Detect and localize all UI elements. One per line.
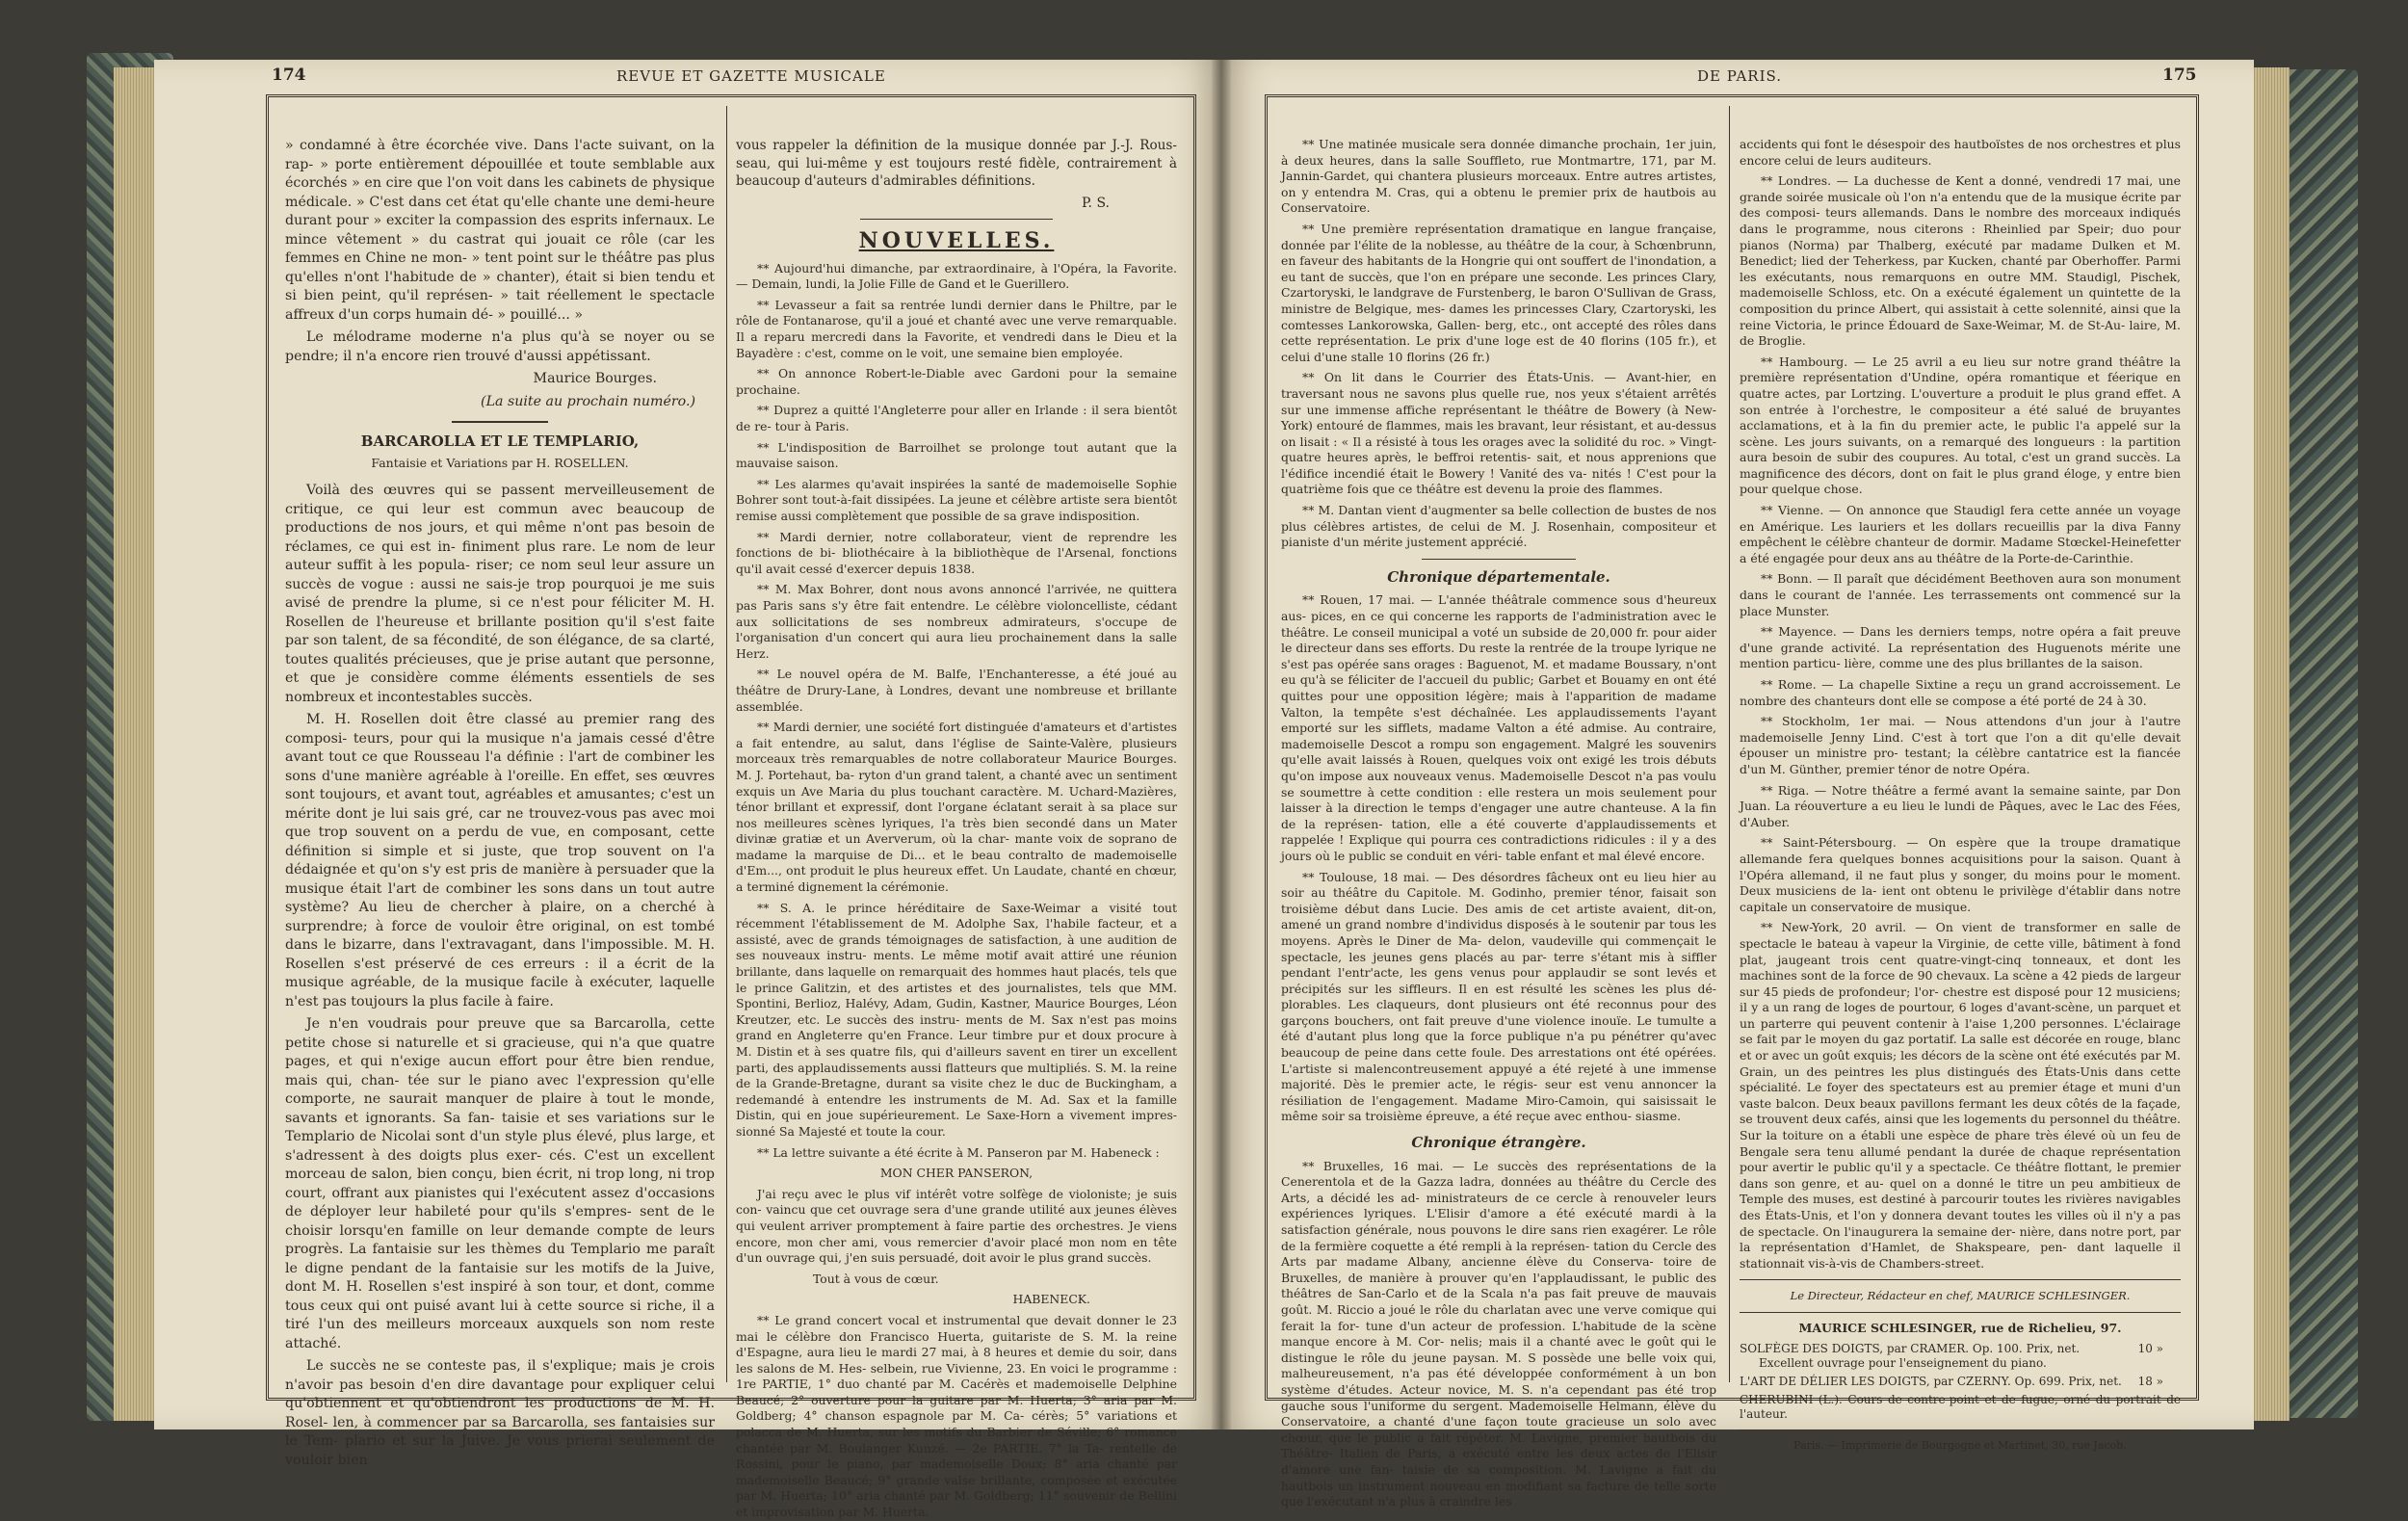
right-running-title: DE PARIS.	[1697, 67, 1783, 85]
news-item: ** On annonce Robert-le-Diable avec Gardoni pour la semaine prochaine.	[736, 366, 1177, 397]
left-column-1	[285, 137, 715, 1468]
section-rule	[1422, 559, 1576, 560]
letter-body: J'ai reçu avec le plus vif intérêt votre solfège de violoniste; je suis con- vaincu que cet ouvrage sera d'une grande utilité aux jeunes élèves qui veulent arriver promptement à faire partie des orchestres. Je viens encore, mon cher ami, vous remercier d'avoir placé mon nom en tête d'un ouvrage qui, j'en suis persuadé, doit avoir le plus grand succès.	[736, 1186, 1177, 1266]
concert-item: ** Le grand concert vocal et instrumental que devait donner le 23 mai le célèbre don Francisco Huerta, guitariste de S. M. la reine d'Espagne, aura lieu le mardi 27 mai, à 8 heures et demie du soir, dans les salons de M. Hes- selbein, rue Vivienne, 23. En voici le programme : 1re PARTIE, 1° duo chanté par M. Cacérès et mademoiselle Delphine Beaucé; 2° ouverture pour la guitare par M. Huerta; 3° aria par M. Goldberg; 4° chanson espagnole par M. Ca- cérès; 5° variations et polacca de M. Huerta, sur les motifs du Barbier de Séville; 6° romance chantée par M. Boulanger Kunzé. — 2e PARTIE. 7° la Ta- rentelle de Rossini, pour le piano, par mademoiselle Doux; 8° aria chanté par mademoiselle Beaucé; 9° grande valse brillante, composée et exécutée par M. Huerta; 10° aria chanté par M. Goldberg; 11° souvenir de Bellini et improvisation par M. Huerta.	[736, 1312, 1177, 1520]
news-item: ** Le nouvel opéra de M. Balfe, l'Enchanteresse, a été joué au théâtre de Drury-Lane, à Londres, devant une nombreuse et brillante assemblée.	[736, 667, 1177, 714]
news-item: ** Saint-Pétersbourg. — On espère que la troupe dramatique allemande fera quelques bonnes acquisitions pour la saison. Quant à l'Opéra allemand, il ne faut plus y songer, du moins pour le moment. Deux musiciens de la- ient ont obtenu le privilège d'établir dans notre capitale un conservatoire de musique.	[1740, 835, 2181, 914]
news-item: ** Bonn. — Il paraît que décidément Beethoven aura son monument dans le courant de l'année. Les terrassements ont commencé sur la place Munster.	[1740, 571, 2181, 618]
quote-paragraph: » condamné à être écorchée vive. Dans l'acte suivant, on la rap- » porte entièrement dépouillée et toute semblable aux écorchés » en cire que l'on voit dans les cabinets de physique médicale. » C'est dans cet état qu'elle chante une demi-heure durant pour » exciter la compassion des esprits infernaux. Le mince vêtement » du castrat qui jouait ce rôle (car les femmes en Chine ne mon- » tent point sur le théâtre pas plus qu'elles n'ont l'habitude de » chanter), était si bien tendu et si bien peint, qu'il représen- » tait réellement le spectacle affreux d'un corps humain dé- » pouillé... »	[285, 138, 715, 323]
directeur-line: Le Directeur, Rédacteur en chef, MAURICE SCHLESINGER.	[1790, 1289, 2131, 1303]
right-page-number: 175	[2162, 66, 2197, 85]
news-item: ** Une matinée musicale sera donnée dimanche prochain, 1er juin, à deux heures, dans la salle Souffleto, rue Montmartre, 171, par M. Jannin-Gardet, qui chantera plusieurs morceaux. Entre autres artistes, on y entendra M. Cras, qui a obtenu le premier prix de hautbois au Conservatoire.	[1281, 137, 1716, 216]
news-item: ** L'indisposition de Barroilhet se prolonge tout autant que la mauvaise saison.	[736, 439, 1177, 471]
signature-ps: P. S.	[1081, 195, 1110, 211]
section-rule	[1740, 1312, 2181, 1313]
binding-cloth-right	[2281, 69, 2358, 1418]
news-item: ** S. A. le prince héréditaire de Saxe-Weimar a visité tout récemment l'établissement de M. Adolphe Sax, l'habile facteur, et a assisté, avec de grands témoignages de satisfaction, à une audition de ses nouveaux instru- ments. Le même motif avait attiré une réunion brillante, dans laquelle on remarquait des hommes haut placés, tels que le prince Galitzin, et des artistes et des journalistes, tels que MM. Spontini, Berlioz, Halévy, Adam, Gudin, Kastner, Maurice Bourges, Léon Kreutzer, etc. Le succès des instru- ments de M. Sax n'est pas moins grand en Angleterre qu'en France. Leur timbre pur et doux procure à M. Distin et à ses quatre fils, qui d'ailleurs savent en tirer un excellent parti, des applaudissements aussi flatteurs que multipliés. S. M. la reine de la Grande-Bretagne, durant sa visite chez le duc de Buckingham, a redemandé à entendre les instruments de M. Ad. Sax et la famille Distin, qui en joue supérieurement. Le Saxe-Horn a vivement impres- sionné Sa Majesté et toute la cour.	[736, 900, 1177, 1139]
ad-line: CHERUBINI (L.). Cours de contre-point et de fugue, orné du portrait de l'auteur.	[1740, 1392, 2181, 1421]
imprint-line: Paris. — Imprimerie de Bourgogne et Martinet, 30, rue Jacob.	[1793, 1438, 2127, 1452]
news-item: ** Les alarmes qu'avait inspirées la santé de mademoiselle Sophie Bohrer sont tout-à-fait dissipées. La jeune et célèbre artiste sera bientôt remise aussi complètement que possible de sa grave indisposition.	[736, 476, 1177, 523]
article-paragraph-3: Je n'en voudrais pour preuve que sa Barcarolla, cette petite chose si naturelle et si gracieuse, qui n'a que quatre pages, et qui n'exige aucun effort pour être bien rendue, mais qui, chan- tée sur le piano avec l'expression qu'elle comporte, ne saurait manquer de plaire à tout le monde, savants et ignorants. Sa fan- taisie et ses variations sur le Templario de Nicolai sont d'un style plus élevé, plus large, et s'adressent à des doigts plus exer- cés. C'est un excellent morceau de salon, bien conçu, bien écrit, ni trop long, ni trop court, offrant aux pianistes qui l'exécutent assez d'occasions de déployer leur habileté pour qu'ils s'empres- sent de le choisir lorsqu'en famille on leur demande compte de leurs progrès. La fantaisie sur les thèmes du Templario me paraît le digne pendant de la fantaisie sur les motifs de la Juive, dont M. H. Rosellen s'est inspiré à son tour, et dont, comme tous ceux qui ont puisé avant lui à cette source si riche, il a tiré l'un des meilleurs morceaux auxquels son nom reste attaché.	[285, 1016, 715, 1351]
left-column-2	[736, 137, 1177, 1520]
news-item: ** La lettre suivante a été écrite à M. Panseron par M. Habeneck :	[757, 1144, 1160, 1160]
publisher-line: MAURICE SCHLESINGER, rue de Richelieu, 97.	[1798, 1320, 2122, 1335]
ad-line: Excellent ouvrage pour l'enseignement du piano.	[1759, 1355, 2047, 1370]
letter-signature: HABENECK.	[1012, 1292, 1090, 1307]
right-column-divider	[1729, 106, 1730, 1382]
news-item: ** M. Max Bohrer, dont nous avons annoncé l'arrivée, ne quittera pas Paris sans s'y être fait entendre. Le célèbre violoncelliste, cédant aux sollicitations de ses nombreux admirateurs, s'occupe de l'organisation d'un concert qui aura lieu prochainement dans la salle Herz.	[736, 582, 1177, 661]
news-item: ** Levasseur a fait sa rentrée lundi dernier dans le Philtre, par le rôle de Fontanarose, qu'il a joué et chanté avec une verve remarquable. Il a reparu mercredi dans la Favorite, et vendredi dans le Dieu et la Bayadère : c'est, comme on le voit, une semaine bien employée.	[736, 297, 1177, 360]
book-gutter	[1212, 60, 1231, 1429]
signature-bourges: Maurice Bourges.	[533, 371, 657, 386]
chronique-departementale-heading: Chronique départementale.	[1387, 567, 1610, 586]
section-rule	[452, 421, 548, 423]
news-item: ** Mardi dernier, notre collaborateur, vient de reprendre les fonctions de bi- bliothécaire à la bibliothèque de l'Arsenal, fonctions qu'il avait cessé d'exercer depuis 1838.	[736, 529, 1177, 576]
letter-salutation: MON CHER PANSERON,	[879, 1166, 1034, 1181]
news-item: ** Stockholm, 1er mai. — Nous attendons d'un jour à l'autre mademoiselle Jenny Lind. C'est à tort que l'on a dit qu'elle devait épouser un ministre pro- testant; la célèbre cantatrice est la fiancée d'un M. Günther, premier ténor de notre Opéra.	[1740, 714, 2181, 776]
article-title: BARCAROLLA ET LE TEMPLARIO,	[360, 433, 640, 450]
section-rule	[1740, 1429, 2181, 1430]
news-item: ** Rome. — La chapelle Sixtine a reçu un grand accroissement. Le nombre des chanteurs dont elle se compose a été porté de 24 à 30.	[1740, 677, 2181, 708]
news-item: ** On lit dans le Courrier des États-Unis. — Avant-hier, en traversant nous ne savons plus quelle rue, nos yeux s'étaient arrêtés sur une immense affiche représentant le théâtre de Bowery (à New-York) entouré de flammes, mais les bravant, leur résistant, et au-dessus on lisait : « Il a résisté à tous les orages avec la solidité du roc. » Vingt-quatre heures après, le beffroi retentis- sait, et nous apprenions que l'édifice incendié était le Bowery ! Vanité des va- nités ! C'est pour la quatrième fois que ce théâtre est devenu la proie des flammes.	[1281, 370, 1716, 497]
continuation-paragraph: accidents qui font le désespoir des hautboïstes de nos orchestres et plus encore celui de leurs auditeurs.	[1740, 137, 2181, 168]
news-item: ** Vienne. — On annonce que Staudigl fera cette année un voyage en Amérique. Les lauriers et les dollars recueillis par la diva Fanny empêchent le célèbre chanteur de dormir. Madame Stœckel-Heinefetter a été engagée pour deux ans au théâtre de la Porte-de-Carinthie.	[1740, 503, 2181, 565]
ad-line: SOLFÈGE DES DOIGTS, par CRAMER. Op. 100. Prix, net. 10 »	[1740, 1341, 2163, 1355]
news-item: ** Mardi dernier, une société fort distinguée d'amateurs et d'artistes a fait entendre, au salut, dans l'église de Sainte-Valère, plusieurs morceaux très remarquables de notre collaborateur Maurice Bourges. M. J. Portehaut, ba- ryton d'un grand talent, a chanté avec un sentiment exquis un Ave Maria du plus touchant caractère. M. Uchard-Mazières, ténor brillant et expressif, dont l'organe éclatant serait à sa place sur nos meilleures scènes lyriques, l'a très bien secondé dans un Mater divinæ gratiæ et un Aververum, où la char- mante voix de soprano de madame la marquise de Di... et le beau contralto de mademoiselle d'Em..., ont produit le plus heureux effet. Un Laudate, chanté en chœur, a terminé dignement la cérémonie.	[736, 720, 1177, 895]
news-item: ** M. Dantan vient d'augmenter sa belle collection de bustes de nos plus célèbres artistes, de celui de M. J. Rosenhain, compositeur et pianiste d'un mérite justement apprécié.	[1281, 503, 1716, 550]
news-item: ** Aujourd'hui dimanche, par extraordinaire, à l'Opéra, la Favorite. — Demain, lundi, la Jolie Fille de Gand et le Guerillero.	[736, 260, 1177, 292]
news-item: ** Mayence. — Dans les derniers temps, notre opéra a fait preuve d'une grande activité. La représentation des Huguenots mérite une mention particu- lière, comme une des plus brillantes de la saison.	[1740, 624, 2181, 671]
nouvelles-heading: NOUVELLES.	[858, 228, 1055, 254]
letter-close: Tout à vous de cœur.	[813, 1271, 939, 1286]
left-page-number: 174	[272, 66, 306, 85]
news-item: ** Riga. — Notre théâtre a fermé avant la semaine sainte, par Don Juan. La réouverture a eu lieu le lundi de Pâques, avec le Lac des Fées, d'Auber.	[1740, 782, 2181, 829]
news-item: ** Duprez a quitté l'Angleterre pour aller en Irlande : il sera bientôt de re- tour à Paris.	[736, 403, 1177, 434]
rousseau-paragraph: vous rappeler la définition de la musique donnée par J.-J. Rous- seau, qui lui-même y est toujours resté fidèle, contrairement à beaucoup d'auteurs d'admirables définitions.	[736, 138, 1177, 189]
ad-line: L'ART DE DÉLIER LES DOIGTS, par CZERNY. Op. 699. Prix, net. 18 »	[1740, 1374, 2163, 1388]
left-running-title: REVUE ET GAZETTE MUSICALE	[616, 67, 886, 85]
section-rule	[860, 219, 1053, 220]
news-item: ** New-York, 20 avril. — On vient de transformer en salle de spectacle le bateau à vapeur la Virginie, de cette ville, bâtiment à fond plat, jaugeant trois cent quatre-vingt-cinq tonneaux, et dont les machines sont de la force de 90 chevaux. La scène a 42 pieds de largeur sur 45 pieds de profondeur; l'or- chestre est disposé pour 12 musiciens; il y a un rang de loges de pourtour, 6 loges d'avant-scène, un parquet et un parterre qui peuvent contenir à l'aise 1,200 personnes. L'éclairage se fait par le moyen du gaz portatif. La salle est décorée en rouge, blanc et or avec un goût exquis; les décors de la scène ont été exécutés par M. Grain, un des peintres les plus distingués des États-Unis dans cette spécialité. Le foyer des spectateurs est au premier étage et muni d'un vaste balcon. Deux beaux pavillons fermant les deux côtés de la façade, se trouvent deux cafés, ainsi que les logements du personnel du théâtre. Sur la toiture on a établi une espèce de phare très élevé où un feu de Bengale sera tenu allumé pendant la durée de chaque représentation pour avertir le public qu'il y a spectacle. Ce théâtre flottant, le premier dans son genre, et au- quel on a donné le titre un peu ambitieux de Temple des muses, est destiné à parcourir toutes les rivières navigables des États-Unis, et l'on y donnera devant toutes les villes où il n'y a pas de spectacle. On l'inaugurera la semaine der- nière, dans notre port, par la représentation d'Hamlet, de Shakspeare, pen- dant laquelle il stationnait vis-à-vis de Chambers-street.	[1740, 920, 2181, 1271]
news-item: ** Hambourg. — Le 25 avril a eu lieu sur notre grand théâtre la première représentation d'Undine, opéra romantique et féerique en quatre actes, par Lortzing. L'ouverture a produit le plus grand effet. A son entrée à l'orchestre, le compositeur a été salué de bruyantes acclamations, et à la fin du premier acte, le public l'a appelé sur la scène. Les jours suivants, on a remarqué des longueurs : la partition aura besoin de subir des coupures. Au total, c'est un grand succès. La magnificence des décors, dont on fait le plus grand éloge, y entre bien pour quelque chose.	[1740, 354, 2181, 497]
article-paragraph-4: Le succès ne se conteste pas, il s'explique; mais je crois n'avoir pas besoin d'en dire davantage pour expliquer celui qu'obtiennent et qu'obtiendront les productions de M. H. Rosel- len, à commencer par sa Barcarolla, ses fantaisies sur le Tem- plario et sur la Juive. Je vous prierai seulement de vouloir bien	[285, 1358, 715, 1468]
page-edges-left	[114, 67, 157, 1421]
article-paragraph-1: Voilà des œuvres qui se passent merveilleusement de critique, ce qui leur est commun avec beaucoup de productions de nos jours, et qui même n'ont pas besoin de réclames, ce qui est in- finiment plus rare. Le nom de leur auteur suffit à les popula- riser; ce nom seul leur assure un succès de vogue : aussi ne sais-je trop pourquoi je me suis avisé de prendre la plume, si ce n'est pour féliciter M. H. Rosellen de l'heureuse et brillante position qu'il s'est faite par son talent, de sa fécondité, de son élégance, de sa clarté, toutes qualités précieuses, que je prise autant que personne, et que je considère comme éléments essentiels de ses nombreux et incontestables succès.	[285, 483, 715, 705]
advertisements	[1740, 1342, 2181, 1422]
news-item: ** Une première représentation dramatique en langue française, donnée par l'élite de la noblesse, au théâtre de la cour, à Schœnbrunn, en faveur des habitants de la Hongrie qui ont souffert de l'inondation, a eu tant de succès, que l'on en prépare une seconde. Les princes Clary, Czartoryski, le landgrave de Furstenberg, le baron O'Sullivan de Grass, ministre de Belgique, mes- dames les princesses Clary, Czartoryski, les comtesses Lankorowska, Gallen- berg, etc., ont accepté des rôles dans cette représentation. Le prix d'une loge est de 40 florins (105 fr.), et celui d'une stalle 10 florins (26 fr.)	[1281, 221, 1716, 364]
left-column-divider	[726, 106, 727, 1382]
right-column-1	[1281, 137, 1716, 1509]
section-rule	[1740, 1279, 2181, 1280]
news-item: ** Londres. — La duchesse de Kent a donné, vendredi 17 mai, une grande soirée musicale où l'on n'a entendu que de la musique écrite par des composi- teurs allemands. Dans le nombre des morceaux indiqués dans le programme, nous citerons : Rheinlied par Speir; duo pour pianos (Norma) par Thalberg, exécuté par madame Dulken et M. Benedict; lied der Teherkess, par Kucken, chanté par Oberhoffer. Parmi les exécutants, nous remarquons en outre MM. Staudigl, Pischek, mademoiselle Schloss, etc. On a exécuté également un quintette de la composition du prince Albert, qui assistait à cette solennité, ainsi que la reine Victoria, le prince Édouard de Saxe-Weimar, M. de St-Au- laire, M. de Broglie.	[1740, 173, 2181, 349]
article-subtitle: Fantaisie et Variations par H. ROSELLEN.	[371, 455, 629, 470]
suite-note: (La suite au prochain numéro.)	[481, 393, 695, 409]
news-item: ** Bruxelles, 16 mai. — Le succès des représentations de la Cenerentola et de la Gazza ladra, données au théâtre du Cercle des Arts, a décidé les ad- ministrateurs de ce cercle à renouveler leurs expériences lyriques. L'Elisir d'amore a été exécuté mardi à la satisfaction générale, nous pouvons le dire sans rien exagérer. Le rôle de la fermière coquette a été rempli à la représen- tation du Cercle des Arts par madame Albany, ancienne élève du Conserva- toire de Bruxelles, de manière à prouver qu'en l'applaudissant, le public des théâtres de San-Carlo et de la Scala n'a pas fait preuve de mauvais goût. M. Riccio a joué le rôle du charlatan avec une verve comique qui ferait la for- tune d'un acteur de profession. L'habitude de la scène manque encore à M. Cor- nelis; mais il a chanté avec le goût qui le distingue le rôle du jeune paysan. M. S possède une belle voix qui, malheureusement, n'a pas été développée conformément à un bon système d'études. Acteur novice, M. S. n'a cependant pas été trop gauche sous l'uniforme du sergent. Mademoiselle Helmann, élève du Conservatoire, a chanté d'une façon toute gracieuse un solo avec chœur, que le public a fait répéter. M. Lavigne, premier hautbois du Théâtre- Italien de Paris, a exécuté entre les deux actes de l'Elisir d'amore une fan- taisie de sa composition. M. Lavigne a fait du hautbois un instrument nouveau en modifiant sa facture de telle sorte que l'exécutant n'a plus à craindre les	[1281, 1158, 1716, 1509]
right-column-2	[1740, 137, 2181, 1452]
news-item: ** Rouen, 17 mai. — L'année théâtrale commence sous d'heureux aus- pices, en ce qui concerne les rapports de l'administration avec le théâtre. Le conseil municipal a voté un subside de 20,000 fr. pour aider le directeur dans ses efforts. Du reste la rentrée de la troupe lyrique ne s'est pas opérée sans orages : Baguenot, M. et madame Boussary, n'ont eu qu'à se féliciter de l'accueil du public; Garbet et Bouamy en ont été quittes pour une opposition légère; mais à l'apparition de madame Valton, la tempête s'est déchaînée. Les applaudissements l'ayant emporté sur les sifflets, madame Valton a été admise. Au contraire, mademoiselle Descot a rompu son engagement. Malgré les souvenirs qu'elle avait laissés à Rouen, quelques voix ont exigé les trois débuts qu'on impose aux nouveaux venus. Mademoiselle Descot n'a pas voulu se soumettre à cette condition : elle restera un mois seulement pour laisser à la direction le temps d'engager une autre chanteuse. A la fin de la représen- tation, elle a été couverte d'applaudissements et rappelée ! Explique qui pourra ces contradictions ridicules : il y a des jours où le public se conduit en véri- table enfant et mal élevé encore.	[1281, 592, 1716, 863]
chronique-etrangere-heading: Chronique étrangère.	[1411, 1134, 1586, 1152]
article-paragraph-2: M. H. Rosellen doit être classé au premier rang des composi- teurs, pour qui la musique n'a jamais cessé d'être avant tout ce que Rousseau l'a définie : l'art de combiner les sons d'une manière agréable à l'oreille. En effet, ses œuvres sont toujours, et avant tout, agréables et amusantes; c'est un mérite dont je lui sais gré, car ne trouvez-vous pas avec moi que trop souvent on a perdu de vue, en composant, cette définition si simple et si juste, que trop souvent on l'a dédaignée et qu'on s'y est pris de manière à persuader que la musique était l'art de combiner les sons dans un tout autre système? Au lieu de chercher à plaire, on a cherché à surprendre; à force de vouloir être original, on est tombé dans le bizarre, dans l'extravagant, dans l'impossible. M. H. Rosellen s'est préservé de ces erreurs : il a écrit de la musique agréable, de la musique facile à exécuter, laquelle n'est pas toujours la plus facile à faire.	[285, 712, 715, 1010]
news-item: ** Toulouse, 18 mai. — Des désordres fâcheux ont eu lieu hier au soir au théâtre du Capitole. M. Godinho, premier ténor, faisait son troisième début dans Lucie. Des amis de cet artiste avaient, dit-on, amené un grand nombre d'individus disposés à le soutenir par tous les moyens. Après le Diner de Ma- delon, vaudeville qui commençait le spectacle, les jeunes gens placés au par- terre s'étant mis à siffler pendant l'entr'acte, les gens venus pour applaudir se sont levés et précipités sur les siffleurs. Il en est résulté les scènes les plus dé- plorables. Les claqueurs, dont plusieurs ont été reconnus pour des garçons bouchers, ont fait preuve d'une violence inouïe. Le tumulte a été d'autant plus long que la force publique n'a pu pénétrer qu'avec beaucoup de peine dans cette foule. Des arrestations ont été opérées. L'artiste si malencontreusement appuyé a été rejeté à une immense majorité. Dès le premier acte, le régis- seur est venu annoncer la résiliation de l'engagement. Madame Miro-Camoin, qui saisissait le même soir sa troisième épreuve, a été reçue avec enthou- siasme.	[1281, 869, 1716, 1124]
melodrame-paragraph: Le mélodrame moderne n'a plus qu'à se noyer ou se pendre; il n'a encore rien trouvé d'aussi appétissant.	[285, 329, 715, 364]
